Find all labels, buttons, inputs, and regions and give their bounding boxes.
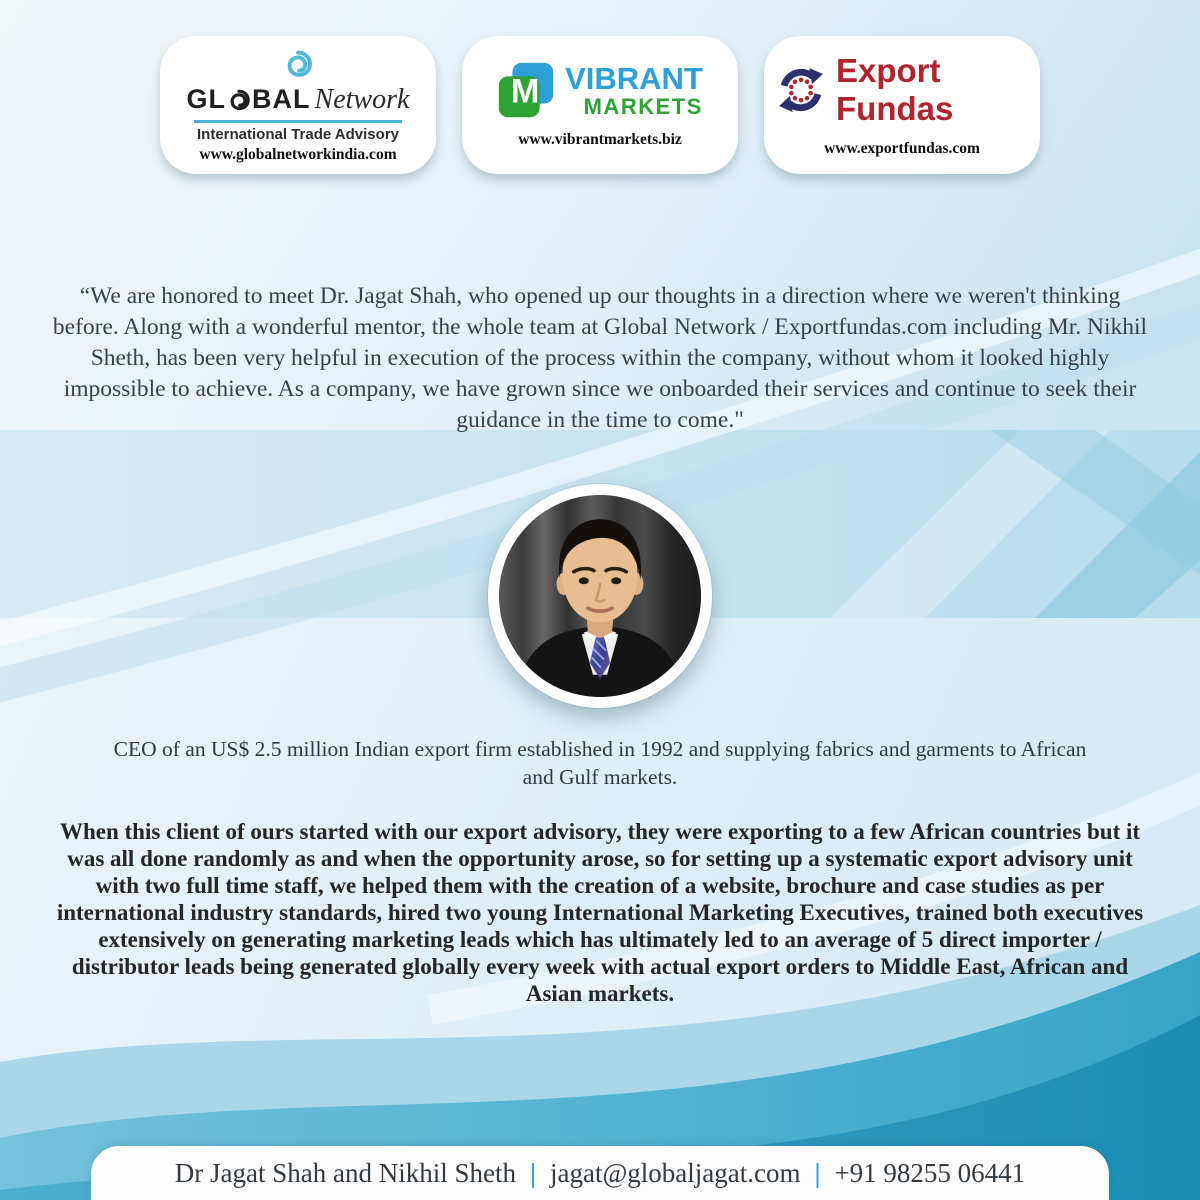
- contact-phone[interactable]: +91 98255 06441: [834, 1157, 1026, 1188]
- network-script-word: Network: [314, 84, 410, 115]
- markets-word: MARKETS: [583, 93, 703, 119]
- cycle-arrows-icon: [774, 63, 828, 117]
- global-network-tagline: International Trade Advisory: [197, 126, 399, 143]
- vibrant-markets-website[interactable]: www.vibrantmarkets.biz: [518, 131, 682, 148]
- divider: [194, 120, 402, 123]
- contact-footer-bar: [91, 1146, 1109, 1200]
- global-network-website[interactable]: www.globalnetworkindia.com: [199, 146, 397, 163]
- logo-card-global-network: [160, 36, 436, 174]
- global-network-wordmark: [187, 84, 410, 116]
- global-word-part1: GL: [186, 84, 227, 114]
- vibrant-word: VIBRANT: [565, 60, 703, 96]
- spiral-icon: [280, 46, 316, 82]
- client-description: CEO of an US$ 2.5 million Indian export firm established in 1992 and supplying fabrics and garments to African and Gulf markets.: [113, 737, 1087, 789]
- separator-pipe: |: [530, 1157, 536, 1188]
- logo-card-row: [0, 36, 1200, 174]
- logo-card-vibrant-markets: [462, 36, 738, 174]
- testimonial-quote: “We are honored to meet Dr. Jagat Shah, who opened up our thoughts in a direction where we weren't thinking before. Along with a wonderful mentor, the whole team at Global Network / Exportfundas.com including Mr. Nikhil Sheth, has been very helpful in execution of the process within the company, without whom it looked highly impossible to achieve. As a company, we have grown since we onboarded their services and continue to seek their guidance in the time to come.": [52, 283, 1148, 433]
- contact-names: Dr Jagat Shah and Nikhil Sheth: [174, 1157, 517, 1188]
- spiral-o-icon: [227, 88, 251, 112]
- m-mark-icon: [497, 61, 555, 119]
- global-word-part2: BAL: [252, 84, 311, 114]
- export-fundas-website[interactable]: www.exportfundas.com: [824, 140, 980, 157]
- contact-email[interactable]: jagat@globaljagat.com: [549, 1157, 801, 1188]
- export-fundas-wordmark: Export Fundas: [836, 52, 954, 127]
- logo-card-export-fundas: [764, 36, 1040, 174]
- separator-pipe: |: [814, 1157, 821, 1188]
- svg-text:M: M: [510, 72, 540, 111]
- case-study-text: When this client of ours started with our export advisory, they were exporting to a few African countries but it was all done randomly as and when the opportunity arose, so for setting up a systematic export advisory unit with two full time staff, we helped them with the creation of a website, brochure and case studies as per international industry standards, hired two young International Marketing Executives, trained both executives extensively on generating marketing leads which has ultimately led to an average of 5 direct importer / distributor leads being generated globally every week with actual export orders to Middle East, African and Asian markets.: [56, 819, 1144, 1006]
- client-photo: [488, 484, 712, 708]
